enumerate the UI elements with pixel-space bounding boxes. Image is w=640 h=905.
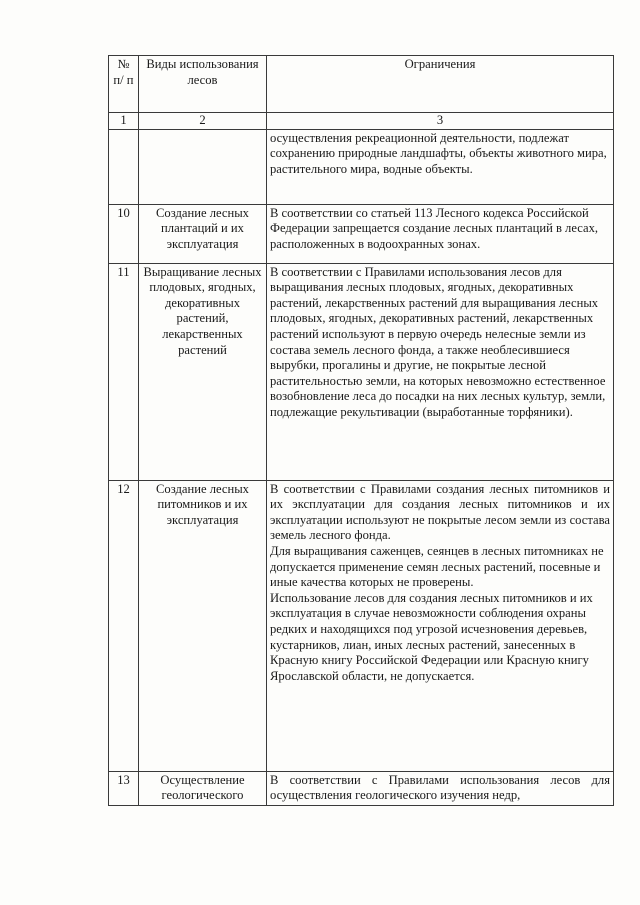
table-row [109, 771, 614, 805]
forest-use-type: Осуществление геологического [139, 771, 267, 805]
restriction-text [267, 771, 614, 805]
row-number: 13 [109, 771, 139, 805]
restriction-paragraph: Использование лесов для создания лесных питомников и их эксплуатация в случае невозможности соблюдения охраны редких и находящихся под угрозой исчезновения деревьев, кустарников, лиан, иных лесных растений, занесенных в Красную книгу Российской Федерации или Красную книгу Ярославской области, не допускается. [270, 590, 593, 683]
restriction-paragraph: Для выращивания саженцев, сеянцев в лесных питомниках не допускается применение семян лесных растений, посевные и иные качества которых не проверены. [270, 543, 604, 590]
row-number: 11 [109, 263, 139, 480]
column-number-row [109, 113, 614, 130]
header-forest-use-type: Виды использования лесов [139, 56, 267, 113]
header-restrictions: Ограничения [267, 56, 614, 113]
forest-use-type: Выращивание лесных плодовых, ягодных, декоративных растений, лекарственных растений [139, 263, 267, 480]
row-number: 10 [109, 204, 139, 263]
restriction-paragraph: В соответствии с Правилами использования лесов для выращивания лесных плодовых, ягодных, декоративных растений, лекарственных растений для выращивания лесных плодовых, ягодных, декоративных растений, лекарственных растений используют в первую очередь нелесные земли из состава земель лесного фонда, а также необлесившиеся вырубки, прогалины и другие, не покрытые лесной растительностью земли, на которых невозможно естественное возобновление леса до посадки на них лесных культур, земли, подлежащие рекультивации (выработанные торфяники). [270, 264, 606, 419]
restriction-paragraph: В соответствии со статьей 113 Лесного кодекса Российской Федерации запрещается создание лесных плантаций в лесах, расположенных в водоохранных зонах. [270, 205, 599, 251]
table-header-row [109, 56, 614, 113]
restriction-paragraph: осуществления рекреационной деятельности, подлежат сохранению природные ландшафты, объекты животного мира, растительного мира, водные объекты. [270, 130, 607, 176]
column-number-1: 1 [109, 113, 139, 130]
column-number-3: 3 [267, 113, 614, 130]
forest-use-type [139, 129, 267, 204]
restriction-text [267, 480, 614, 771]
table-row [109, 263, 614, 480]
row-number [109, 129, 139, 204]
table-row [109, 204, 614, 263]
restriction-paragraph: В соответствии с Правилами создания лесных питомников и их эксплуатации для создания лесных питомников и их эксплуатации используют не покрытые лесом земли из состава земель лесного фонда. [270, 481, 610, 543]
restriction-text [267, 204, 614, 263]
forest-use-type: Создание лесных плантаций и их эксплуатация [139, 204, 267, 263]
table-row [109, 480, 614, 771]
row-number: 12 [109, 480, 139, 771]
forest-use-type: Создание лесных питомников и их эксплуатация [139, 480, 267, 771]
restriction-paragraph: В соответствии с Правилами использования лесов для осуществления геологического изучения недр, [270, 772, 610, 803]
restriction-text [267, 263, 614, 480]
header-number: № п/ п [109, 56, 139, 113]
table-row [109, 129, 614, 204]
restriction-text [267, 129, 614, 204]
column-number-2: 2 [139, 113, 267, 130]
restrictions-table [108, 55, 614, 806]
